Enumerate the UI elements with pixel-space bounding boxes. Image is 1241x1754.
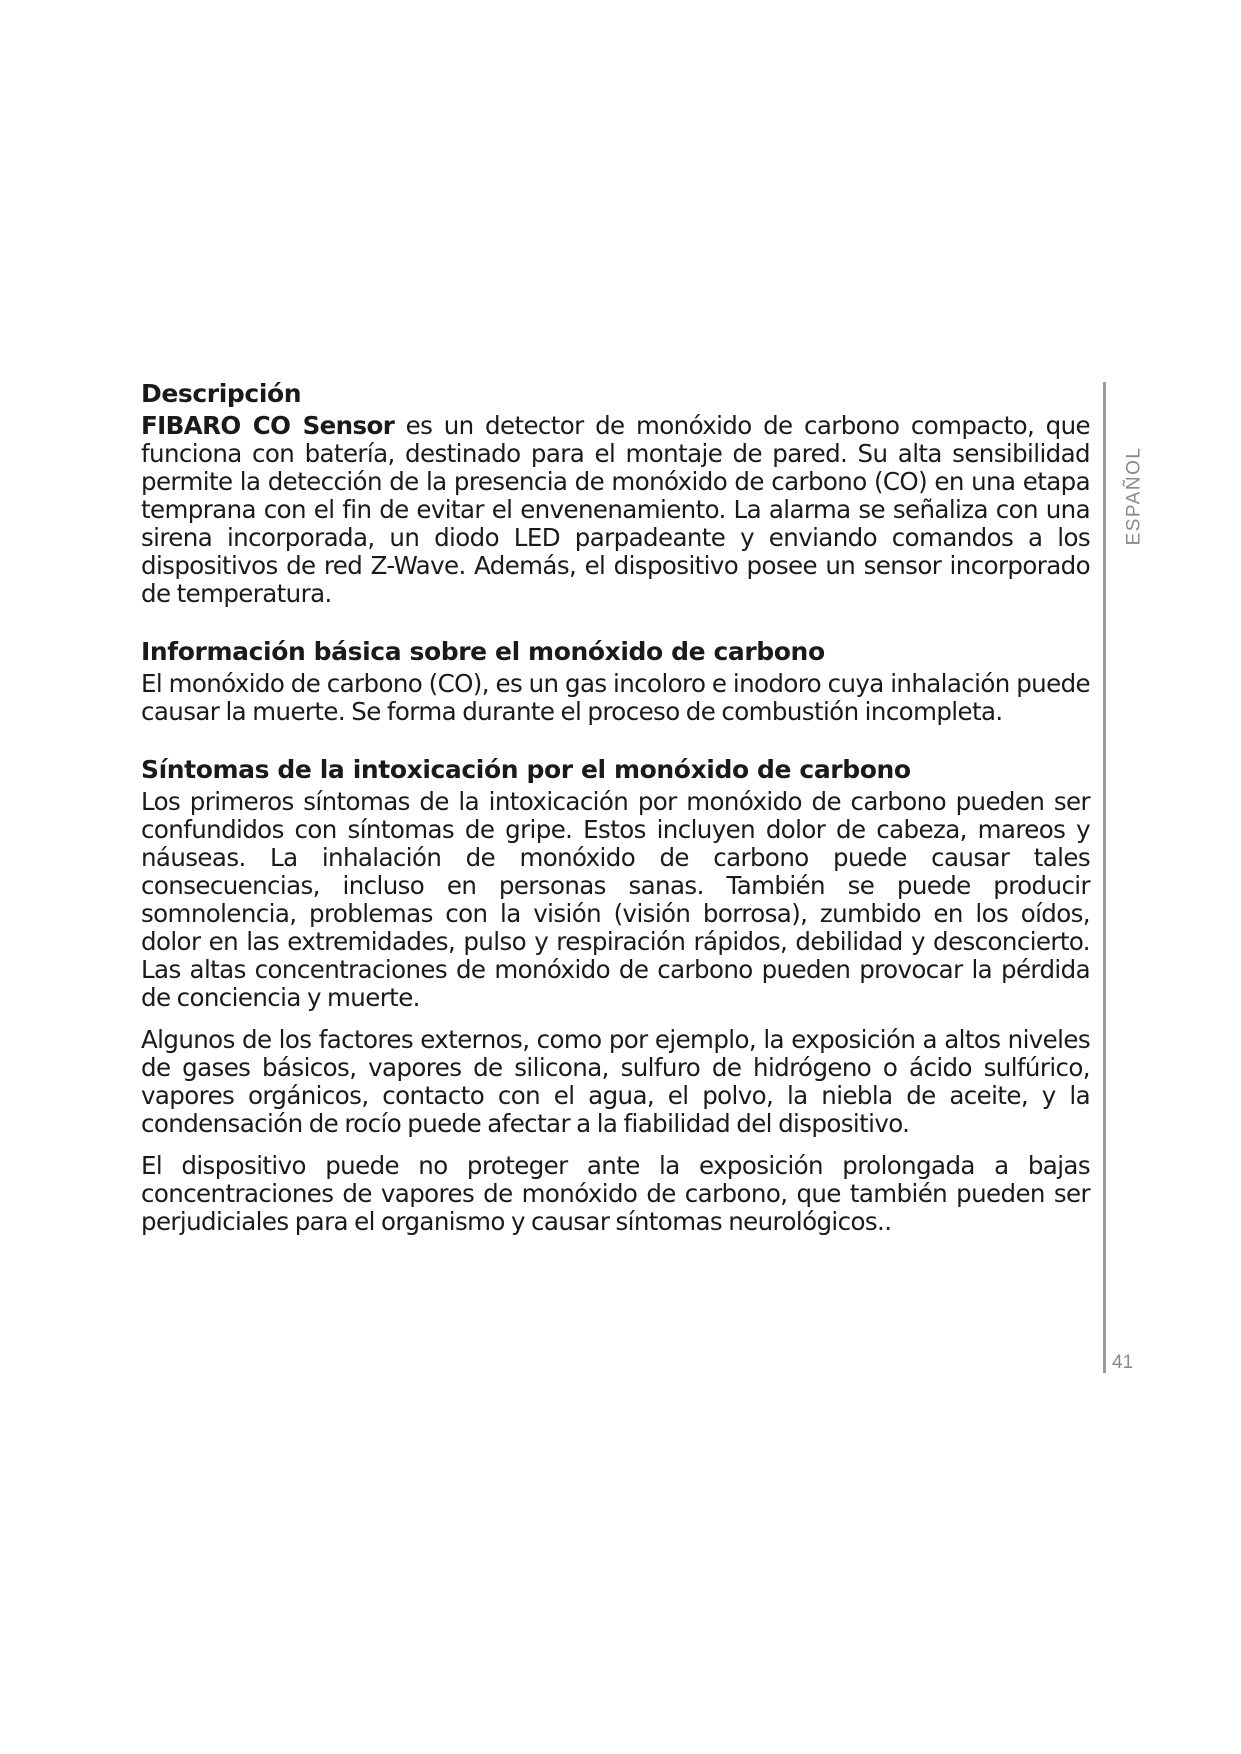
paragraph: El dispositivo puede no proteger ante la exposición prolongada a bajas concentraciones de vapores de monóxido de carbono, que también pueden ser perjudiciales para el organismo y causar síntomas neurológicos.. xyxy=(141,1151,1090,1236)
language-label: ESPAÑOL xyxy=(1123,446,1145,546)
page-number: 41 xyxy=(1112,1352,1134,1373)
section-description xyxy=(141,378,1090,608)
product-name: FIBARO CO Sensor xyxy=(141,411,395,440)
section-symptoms xyxy=(141,754,1090,1236)
section-heading: Información básica sobre el monóxido de carbono xyxy=(141,637,825,666)
paragraph: Los primeros síntomas de la intoxicación por monóxido de carbono pueden ser confundidos con síntomas de gripe. Estos incluyen dolor de cabeza, mareos y náuseas. La inhalación de monóxido de carbono puede causar tales consecuencias, incluso en personas sanas. También se puede producir somnolencia, problemas con la visión (visión borrosa), zumbido en los oídos, dolor en las extremidades, pulso y respiración rápidos, debilidad y desconcierto. Las altas concentraciones de monóxido de carbono pueden provocar la pérdida de conciencia y muerte. xyxy=(141,787,1090,1012)
section-co-basics xyxy=(141,636,1090,726)
section-heading: Descripción xyxy=(141,379,302,408)
paragraph: El monóxido de carbono (CO), es un gas incoloro e inodoro cuya inhalación puede causar la muerte. Se forma durante el proceso de combustión incompleta. xyxy=(141,669,1090,726)
document-body xyxy=(141,378,1090,1236)
description-paragraph xyxy=(141,412,1090,608)
description-text: es un detector de monóxido de carbono compacto, que funciona con batería, destinado para el montaje de pared. Su alta sensibilidad permite la detección de la presencia de monóxido de carbono (CO) en una etapa temprana con el fin de evitar el envenenamiento. La alarma se señaliza con una sirena incorporada, un diodo LED parpadeante y enviando comandos a los dispositivos de red Z-Wave. Además, el dispositivo posee un sensor incorporado de temperatura. xyxy=(141,411,1090,608)
language-tab xyxy=(1104,442,1164,550)
paragraph: Algunos de los factores externos, como por ejemplo, la exposición a altos niveles de gases básicos, vapores de silicona, sulfuro de hidrógeno o ácido sulfúrico, vapores orgánicos, contacto con el agua, el polvo, la niebla de aceite, y la condensación de rocío puede afectar a la fiabilidad del dispositivo. xyxy=(141,1025,1090,1138)
section-heading: Síntomas de la intoxicación por el monóxido de carbono xyxy=(141,755,911,784)
